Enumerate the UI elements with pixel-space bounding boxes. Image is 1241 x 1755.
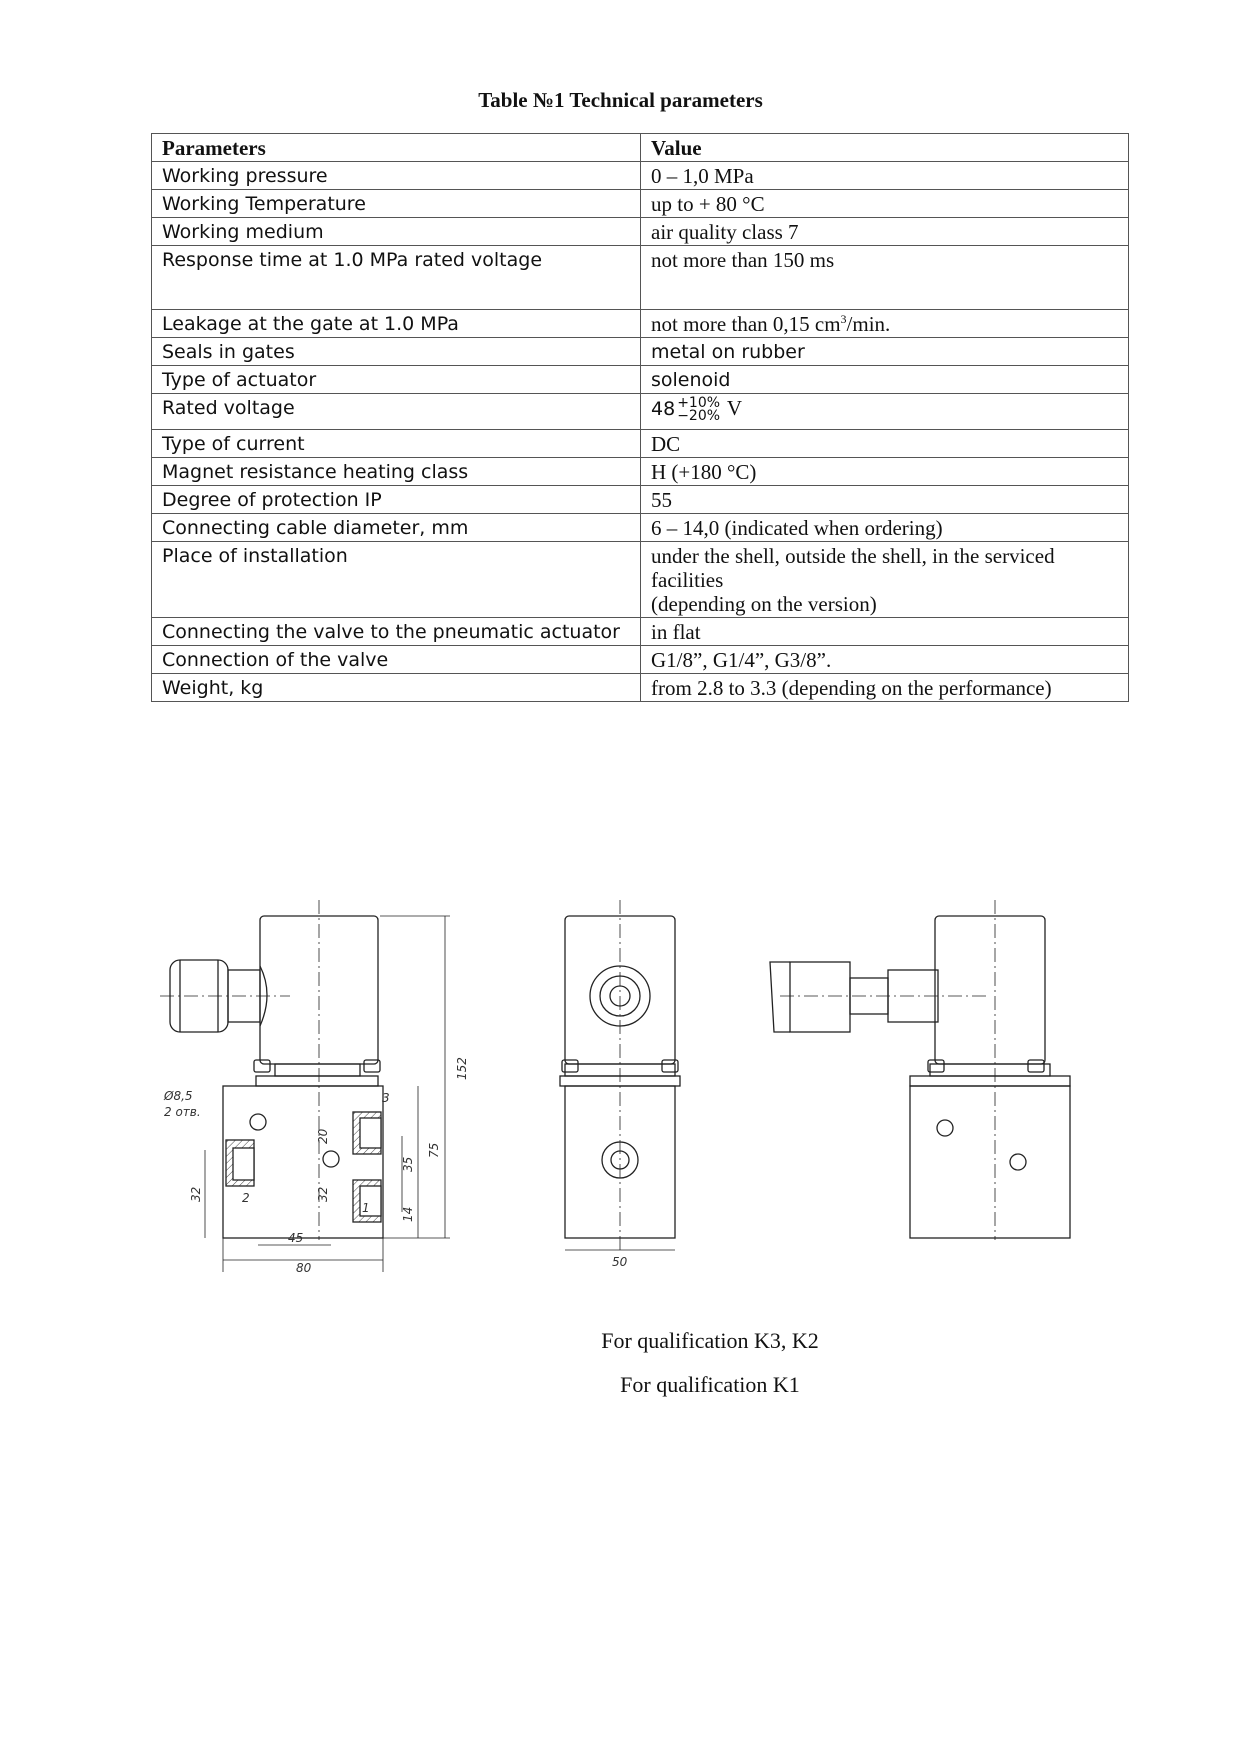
dim-32-inner: 32 (316, 1186, 330, 1202)
value-text-suffix: /min. (846, 312, 891, 336)
value-cell: not more than 150 ms (641, 246, 1129, 310)
screw-head (254, 1060, 270, 1072)
port-hole (323, 1151, 339, 1167)
value-cell (641, 310, 1129, 338)
table-row (152, 310, 1129, 338)
dim-20: 20 (316, 1128, 330, 1144)
k1-view (770, 900, 1070, 1240)
port-2-label: 2 (242, 1191, 250, 1205)
param-cell: Connecting the valve to the pneumatic actuator (152, 618, 641, 646)
flange (256, 1076, 378, 1086)
param-cell: Response time at 1.0 MPa rated voltage (152, 246, 641, 310)
value-cell: G1/8”, G1/4”, G3/8”. (641, 646, 1129, 674)
table-row (152, 458, 1129, 486)
param-cell: Weight, kg (152, 674, 641, 702)
cable-connector-k1 (790, 962, 850, 1032)
table-row (152, 366, 1129, 394)
table-row (152, 430, 1129, 458)
value-line: facilities (651, 568, 724, 592)
table-row (152, 190, 1129, 218)
param-cell: Working Temperature (152, 190, 641, 218)
dim-45: 45 (288, 1231, 304, 1245)
value-cell: 6 – 14,0 (indicated when ordering) (641, 514, 1129, 542)
caption-k1: For qualification K1 (620, 1372, 800, 1397)
param-cell: Rated voltage (152, 394, 641, 430)
dim-35: 35 (401, 1156, 415, 1172)
table-row (152, 338, 1129, 366)
table-row (152, 162, 1129, 190)
param-cell: Magnet resistance heating class (152, 458, 641, 486)
value-cell: 0 – 1,0 MPa (641, 162, 1129, 190)
caption-k3-k2: For qualification K3, K2 (601, 1328, 819, 1353)
technical-parameters-table (151, 133, 1129, 702)
dim-32-left: 32 (189, 1186, 203, 1202)
param-cell: Leakage at the gate at 1.0 MPa (152, 310, 641, 338)
value-cell (641, 542, 1129, 618)
table-row (152, 542, 1129, 618)
value-cell: air quality class 7 (641, 218, 1129, 246)
value-cell: up to + 80 °C (641, 190, 1129, 218)
valve-body-k1 (910, 1086, 1070, 1238)
param-cell: Working medium (152, 218, 641, 246)
param-cell: Seals in gates (152, 338, 641, 366)
solenoid-coil-k1 (935, 916, 1045, 1064)
param-cell: Place of installation (152, 542, 641, 618)
port-3-label: 3 (382, 1091, 390, 1105)
table-header-row (152, 134, 1129, 162)
hole-count-label: 2 отв. (164, 1105, 201, 1119)
voltage-upper-tolerance: +10% (677, 395, 721, 412)
value-cell: from 2.8 to 3.3 (depending on the performance) (641, 674, 1129, 702)
table-row (152, 674, 1129, 702)
header-parameters: Parameters (152, 134, 641, 162)
side-view (560, 900, 680, 1250)
value-cell: solenoid (641, 366, 1129, 394)
table-row (152, 246, 1129, 310)
table-row (152, 618, 1129, 646)
value-cell: 55 (641, 486, 1129, 514)
table-title: Table №1 Technical parameters (478, 88, 763, 112)
port-1-label: 1 (362, 1201, 370, 1215)
coil-base (275, 1064, 360, 1076)
value-cell: DC (641, 430, 1129, 458)
param-cell: Connecting cable diameter, mm (152, 514, 641, 542)
value-text: not more than 0,15 cm (651, 312, 841, 336)
value-line: under the shell, outside the shell, in the serviced (651, 544, 1055, 568)
voltage-lower-tolerance: −20% (677, 408, 721, 425)
mounting-hole (250, 1114, 266, 1130)
table-row (152, 218, 1129, 246)
table-row (152, 486, 1129, 514)
value-cell: in flat (641, 618, 1129, 646)
voltage-base: 48 (651, 398, 676, 420)
param-cell: Degree of protection IP (152, 486, 641, 514)
table-row (152, 394, 1129, 430)
valve-technical-drawing (150, 900, 1130, 1320)
dim-14: 14 (401, 1206, 415, 1222)
value-superscript: 3 (840, 312, 847, 326)
table-row (152, 646, 1129, 674)
param-cell: Working pressure (152, 162, 641, 190)
header-value: Value (641, 134, 1129, 162)
value-cell (641, 394, 1129, 430)
param-cell: Connection of the valve (152, 646, 641, 674)
param-cell: Type of actuator (152, 366, 641, 394)
value-cell: metal on rubber (641, 338, 1129, 366)
voltage-unit: V (726, 396, 743, 420)
dim-75: 75 (427, 1142, 441, 1158)
dim-50: 50 (612, 1255, 628, 1269)
value-line: (depending on the version) (651, 592, 877, 616)
dim-152: 152 (455, 1057, 469, 1080)
hole-diameter-label: Ø8,5 (164, 1089, 193, 1103)
table-row (152, 514, 1129, 542)
param-cell: Type of current (152, 430, 641, 458)
dim-80: 80 (296, 1261, 312, 1275)
value-cell: H (+180 °C) (641, 458, 1129, 486)
